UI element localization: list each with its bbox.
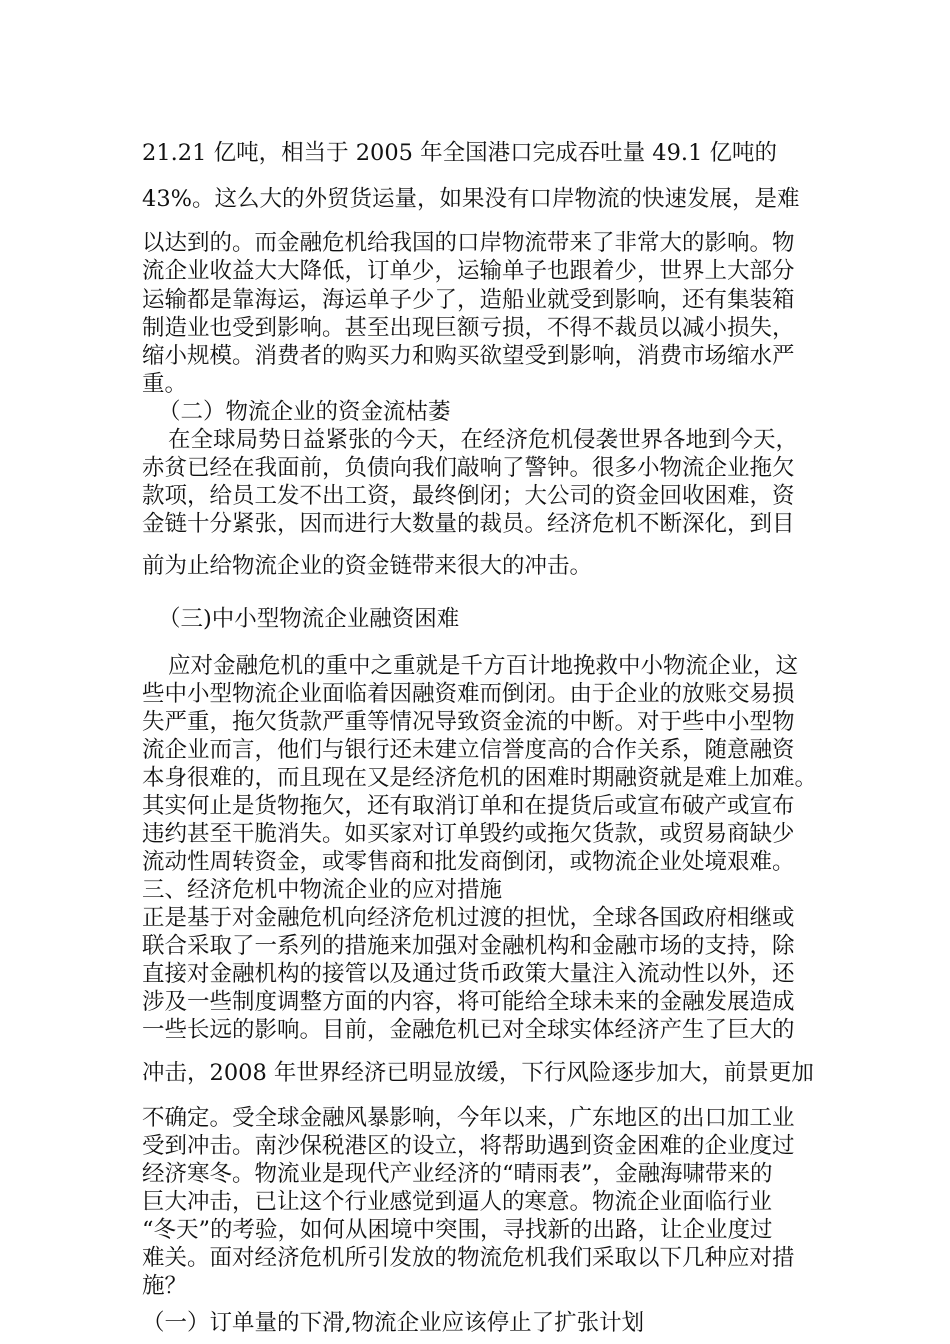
text-line-22: 违约甚至干脆消失。如买家对订单毁约或拖欠货款，或贸易商缺少 [142,821,795,847]
text-line-28: 涉及一些制度调整方面的内容，将可能给全球未来的金融发展造成 [142,989,795,1015]
text-line-20: 本身很难的，而且现在又是经济危机的困难时期融资就是难上加难。 [142,765,818,791]
text-line-31: 不确定。受全球金融风暴影响，今年以来，广东地区的出口加工业 [142,1105,795,1131]
text-line-35: “冬天”的考验，如何从困境中突围，寻找新的出路，让企业度过 [142,1217,773,1243]
text-line-23: 流动性周转资金，或零售商和批发商倒闭，或物流企业处境艰难。 [142,849,795,875]
section-heading-3-1: （一）订单量的下滑,物流企业应该停止了扩张计划 [142,1310,645,1336]
text-line-3: 以达到的。而金融危机给我国的口岸物流带来了非常大的影响。物 [142,230,795,256]
chapter-heading-3: 三、经济危机中物流企业的应对措施 [142,877,503,903]
text-line-14: 前为止给物流企业的资金链带来很大的冲击。 [142,553,593,579]
text-line-13: 金链十分紧张，因而进行大数量的裁员。经济危机不断深化，到目 [142,511,795,537]
text-line-11: 赤贫已经在我面前，负债向我们敲响了警钟。很多小物流企业拖欠 [142,455,795,481]
text-line-25: 正是基于对金融危机向经济危机过渡的担忧，全球各国政府相继或 [142,905,795,931]
section-heading-3: （三)中小型物流企业融资困难 [158,606,460,632]
text-line-8: 重。 [142,371,188,397]
section-heading-2: （二）物流企业的资金流枯萎 [158,399,451,425]
text-line-27: 直接对金融机构的接管以及通过货币政策大量注入流动性以外，还 [142,961,795,987]
text-line-6: 制造业也受到影响。甚至出现巨额亏损，不得不裁员以减小损失， [142,315,795,341]
text-line-29: 一些长远的影响。目前，金融危机已对全球实体经济产生了巨大的 [142,1017,795,1043]
text-line-7: 缩小规模。消费者的购买力和购买欲望受到影响，消费市场缩水严 [142,343,795,369]
text-line-36: 难关。面对经济危机所引发放的物流危机我们采取以下几种应对措 [142,1245,795,1271]
text-line-5: 运输都是靠海运，海运单子少了，造船业就受到影响，还有集装箱 [142,287,795,313]
text-line-10: 在全球局势日益紧张的今天，在经济危机侵袭世界各地到今天， [168,427,799,453]
text-line-16: 应对金融危机的重中之重就是千方百计地挽救中小物流企业，这 [168,653,799,679]
text-line-32: 受到冲击。南沙保税港区的设立，将帮助遇到资金困难的企业度过 [142,1133,795,1159]
text-line-17: 些中小型物流企业面临着因融资难而倒闭。由于企业的放账交易损 [142,681,795,707]
text-line-26: 联合采取了一系列的措施来加强对金融机构和金融市场的支持，除 [142,933,795,959]
text-line-30: 冲击，2008 年世界经济已明显放缓，下行风险逐步加大，前景更加 [142,1060,814,1086]
text-line-1: 21.21 亿吨，相当于 2005 年全国港口完成吞吐量 49.1 亿吨的 [142,140,778,166]
text-line-34: 巨大冲击，已让这个行业感觉到逼人的寒意。物流企业面临行业 [142,1189,773,1215]
text-line-4: 流企业收益大大降低，订单少，运输单子也跟着少，世界上大部分 [142,258,795,284]
text-line-37: 施？ [142,1273,188,1299]
text-line-18: 失严重，拖欠货款严重等情况导致资金流的中断。对于些中小型物 [142,709,795,735]
text-line-2: 43%。这么大的外贸货运量，如果没有口岸物流的快速发展，是难 [142,186,800,212]
text-line-19: 流企业而言，他们与银行还未建立信誉度高的合作关系，随意融资 [142,737,795,763]
text-line-21: 其实何止是货物拖欠，还有取消订单和在提货后或宣布破产或宣布 [142,793,795,819]
text-line-12: 款项，给员工发不出工资，最终倒闭；大公司的资金回收困难，资 [142,483,795,509]
text-line-33: 经济寒冬。物流业是现代产业经济的“晴雨表”，金融海啸带来的 [142,1161,773,1187]
